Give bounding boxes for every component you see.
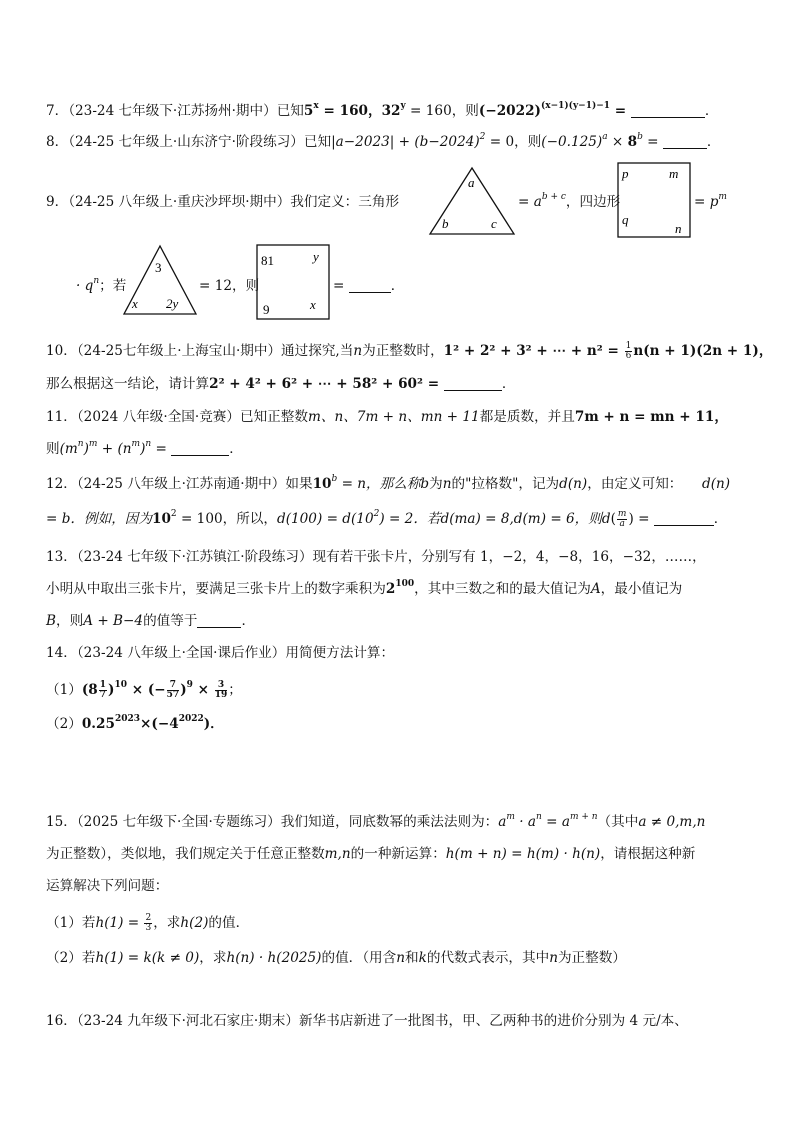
quadrilateral-figure-2 — [256, 244, 330, 320]
triangle-top: a — [468, 175, 475, 190]
svg-text:m: m — [669, 166, 679, 181]
svg-text:3: 3 — [155, 260, 162, 275]
question-7: 7．（23-24 七年级下·江苏扬州·期中）已知$5^x = 160$，$32^y = 160$，则$(-2022)^{(x-1)(y-1)-1}$ = ． — [46, 101, 719, 119]
triangle-figure-1 — [428, 166, 516, 238]
svg-text:x: x — [132, 296, 138, 311]
answer-blank[interactable] — [631, 103, 705, 118]
question-15-line3: 运算解决下列问题： — [46, 878, 169, 894]
triangle-left: b — [442, 216, 449, 231]
question-14: 14．（23-24 八年级上·全国·课后作业）用简便方法计算： — [46, 645, 395, 661]
svg-text:q: q — [622, 212, 629, 227]
question-13: 13．（23-24 七年级下·江苏镇江·阶段练习）现有若干张卡片，分别写有 1，−2，4，−8，16，−32，……， — [46, 549, 706, 565]
answer-blank[interactable] — [444, 376, 502, 391]
triangle-figure-2 — [122, 244, 198, 316]
svg-text:y: y — [313, 249, 319, 264]
q9-eq4: = ． — [333, 278, 405, 294]
question-12: 12．（24-25 八年级上·江苏南通·期中）如果$10^b = n$，那么称b为n的"拉格数"，记为d(n)，由定义可知： d(n) — [46, 474, 731, 492]
quadrilateral-definition: = $p^m$ — [694, 192, 727, 210]
question-10: 10．（24-25七年级上·上海宝山·期中）通过探究,当n为正整数时，1² + 2² + 3² + ⋯ + n² = $\frac{1}{6}$ n(n + 1)(2n + 1)， — [46, 341, 773, 361]
question-11: 11．（2024 八年级·全国·竞赛）已知正整数m、n、7m + n、mn + 11都是质数，并且7m + n = mn + 11， — [46, 409, 728, 425]
question-15-line2: 为正整数），类似地，我们规定关于任意正整数m,n的一种新运算：h(m + n) = h(m) · h(n)，请根据这种新 — [46, 846, 696, 862]
question-15-part2: （2）若h(1) = k(k ≠ 0)，求h(n) · h(2025)的值．（用含n和k的代数式表示，其中n为正整数） — [46, 950, 626, 966]
question-15-part1: （1）若h(1) = $\frac{2}{3}$ ，求h(2)的值． — [46, 913, 250, 933]
svg-text:n: n — [675, 221, 682, 236]
question-15: 15．（2025 七年级下·全国·专题练习）我们知道，同底数幂的乘法法则为：$a^m \cdot a^n = a^{m + n}$（其中a ≠ 0,m,n — [46, 812, 706, 830]
question-10-line2: 那么根据这一结论，请计算2² + 4² + 6² + ⋯ + 58² + 60² = ． — [46, 376, 516, 392]
question-9-line2: · $q^n$；若 — [76, 276, 127, 294]
question-8: 8．（24-25 七年级上·山东济宁·阶段练习）已知$|a-2023| + (b-2024)^2 = 0$，则$(-0.125)^a \times 8^b$ = ． — [46, 132, 721, 150]
triangle-right: c — [491, 216, 497, 231]
quadrilateral-figure-1 — [617, 162, 691, 238]
svg-text:2y: 2y — [166, 296, 179, 311]
answer-blank[interactable] — [654, 511, 714, 526]
answer-blank[interactable] — [171, 441, 229, 456]
question-13-line2: 小明从中取出三张卡片，要满足三张卡片上的数字乘积为$2^{100}$，其中三数之和的最大值记为A，最小值记为 — [46, 579, 683, 597]
answer-blank[interactable] — [663, 134, 707, 149]
question-14-part1: （1）(8 $\frac{1}{7}$ )$^{10}$ × (− $\frac{7}{57}$ )$^9$ × $\frac{3}{19}$ ； — [46, 680, 242, 700]
svg-text:9: 9 — [263, 302, 270, 317]
svg-text:p: p — [622, 166, 629, 181]
question-12-line2: = b．例如，因为$10^2 = 100$，所以，$d(100) = d(10^2) = 2$．若d(ma) = 8,d(m) = 6，则d( $\frac{m}{a}$ ) = ． — [46, 509, 728, 529]
question-14-part2: $(2)0.25^{2023}\times(-4^{2022})$． — [46, 714, 224, 732]
question-16: 16．（23-24 九年级下·河北石家庄·期末）新华书店新进了一批图书，甲、乙两种书的进价分别为 4 元/本、 — [46, 1013, 688, 1029]
triangle-definition: = $a^{b + c}$，四边形 — [518, 192, 621, 210]
answer-blank[interactable] — [197, 613, 241, 628]
question-11-line2: 则$(m^n)^m + (n^m)^n$ = ． — [46, 439, 243, 457]
answer-blank[interactable] — [349, 278, 391, 293]
svg-text:81: 81 — [261, 253, 274, 268]
question-9: 9．（24-25 八年级上·重庆沙坪坝·期中）我们定义：三角形 — [46, 194, 400, 210]
svg-text:x: x — [310, 297, 316, 312]
question-13-line3: B，则A + B−4的值等于 ． — [46, 613, 256, 629]
q9-eq3: = 12，则 — [199, 278, 260, 294]
